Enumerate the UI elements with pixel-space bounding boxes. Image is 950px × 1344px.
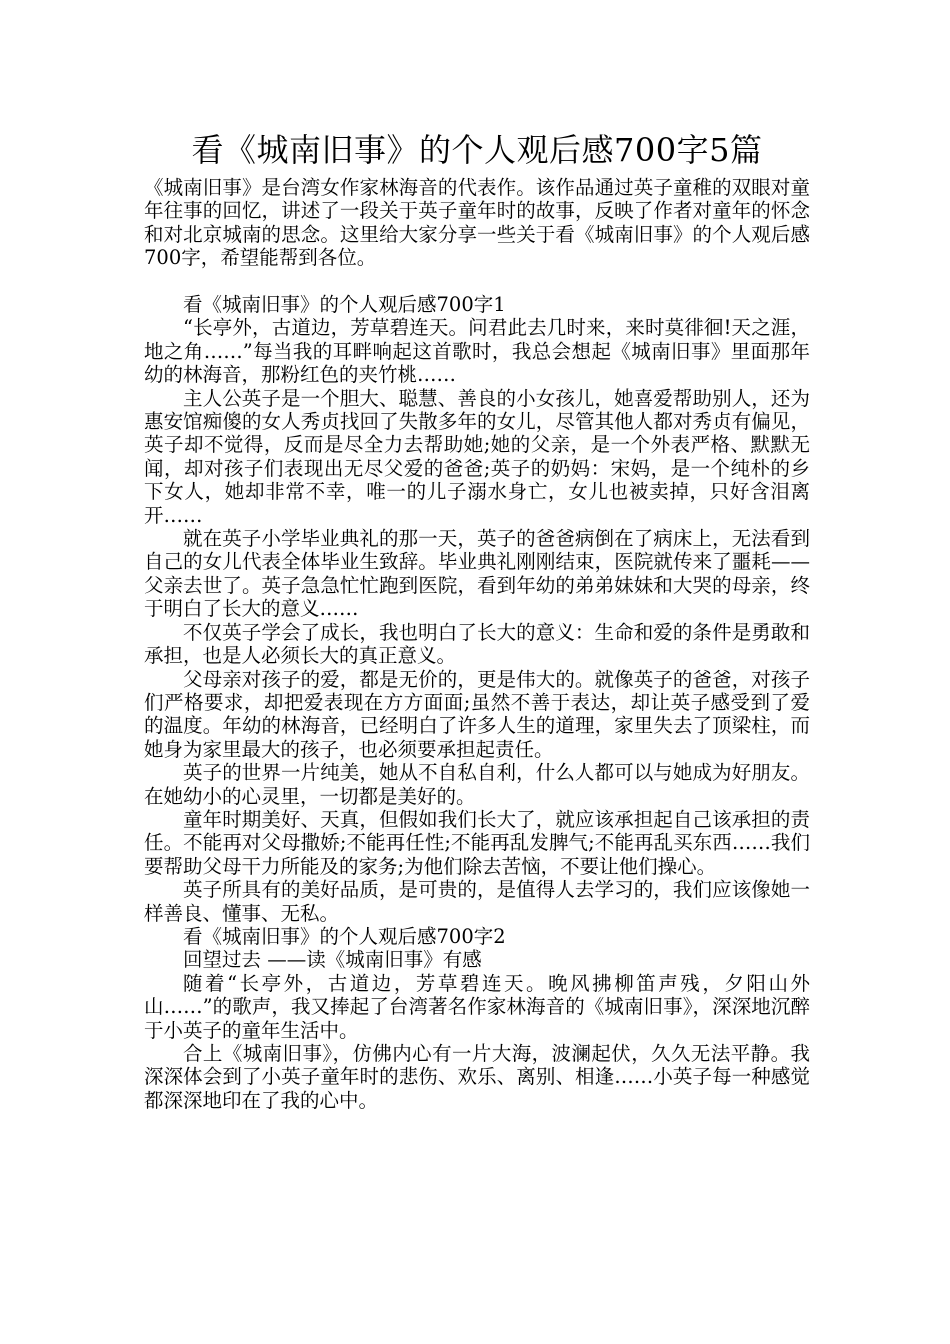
paragraph: 看《城南旧事》的个人观后感700字1 bbox=[183, 293, 506, 317]
paragraph: 主人公英子是一个胆大、聪慧、善良的小女孩儿，她喜爱帮助别人，还为惠安馆痴傻的女人秀贞找回了失散多年的女儿，尽管其他人都对秀贞有偏见，英子却不觉得，反而是尽全力去帮助她;她的父亲，是一个外表严格、默默无闻，却对孩子们表现出无尽父爱的爸爸;英子的奶妈：宋妈，是一个纯朴的乡下女人，她却非常不幸，唯一的儿子溺水身亡，女儿也被卖掉，只好含泪离开…… bbox=[144, 386, 810, 527]
paragraph: 英子的世界一片纯美，她从不自私自利，什么人都可以与她成为好朋友。在她幼小的心灵里，一切都是美好的。 bbox=[144, 761, 810, 808]
paragraph: 回望过去 ——读《城南旧事》有感 bbox=[183, 948, 482, 972]
paragraph: 童年时期美好、天真，但假如我们长大了，就应该承担起自己该承担的责任。不能再对父母撒娇;不能再任性;不能再乱发脾气;不能再乱买东西……我们要帮助父母干力所能及的家务;为他们除去苦恼，不要让他们操心。 bbox=[144, 807, 810, 878]
paragraph: 随着“长亭外，古道边，芳草碧连天。晚风拂柳笛声残，夕阳山外山……”的歌声，我又捧起了台湾著名作家林海音的《城南旧事》，深深地沉醉于小英子的童年生活中。 bbox=[144, 971, 810, 1042]
paragraph: 合上《城南旧事》，仿佛内心有一片大海，波澜起伏，久久无法平静。我深深体会到了小英子童年时的悲伤、欢乐、离别、相逢……小英子每一种感觉都深深地印在了我的心中。 bbox=[144, 1042, 810, 1112]
paragraph: 就在英子小学毕业典礼的那一天，英子的爸爸病倒在了病床上，无法看到自己的女儿代表全体毕业生致辞。毕业典礼刚刚结束，医院就传来了噩耗——父亲去世了。英子急急忙忙跑到医院，看到年幼的弟弟妹妹和大哭的母亲，终于明白了长大的意义…… bbox=[144, 527, 810, 621]
paragraph: 英子所具有的美好品质，是可贵的，是值得人去学习的，我们应该像她一样善良、懂事、无私。 bbox=[144, 878, 810, 925]
paragraph: 《城南旧事》是台湾女作家林海音的代表作。该作品通过英子童稚的双眼对童年往事的回忆，讲述了一段关于英子童年时的故事，反映了作者对童年的怀念和对北京城南的思念。这里给大家分享一些关于看《城南旧事》的个人观后感700字，希望能帮到各位。 bbox=[144, 176, 810, 270]
paragraph: 不仅英子学会了成长，我也明白了长大的意义：生命和爱的条件是勇敢和承担，也是人必须长大的真正意义。 bbox=[144, 620, 810, 668]
blank-line bbox=[144, 270, 810, 293]
paragraph: 父母亲对孩子的爱，都是无价的，更是伟大的。就像英子的爸爸，对孩子们严格要求，却把爱表现在方方面面;虽然不善于表达，却让英子感受到了爱的温度。年幼的林海音，已经明白了许多人生的道理，家里失去了顶梁柱，而她身为家里最大的孩子，也必须要承担起责任。 bbox=[144, 667, 810, 761]
document-body bbox=[144, 176, 810, 1112]
paragraph: 看《城南旧事》的个人观后感700字2 bbox=[183, 924, 506, 948]
document-title: 看《城南旧事》的个人观后感700字5篇 bbox=[191, 131, 763, 169]
paragraph: “长亭外，古道边，芳草碧连天。问君此去几时来，来时莫徘徊!天之涯，地之角……”每当我的耳畔响起这首歌时，我总会想起《城南旧事》里面那年幼的林海音，那粉红色的夹竹桃…… bbox=[144, 316, 810, 387]
